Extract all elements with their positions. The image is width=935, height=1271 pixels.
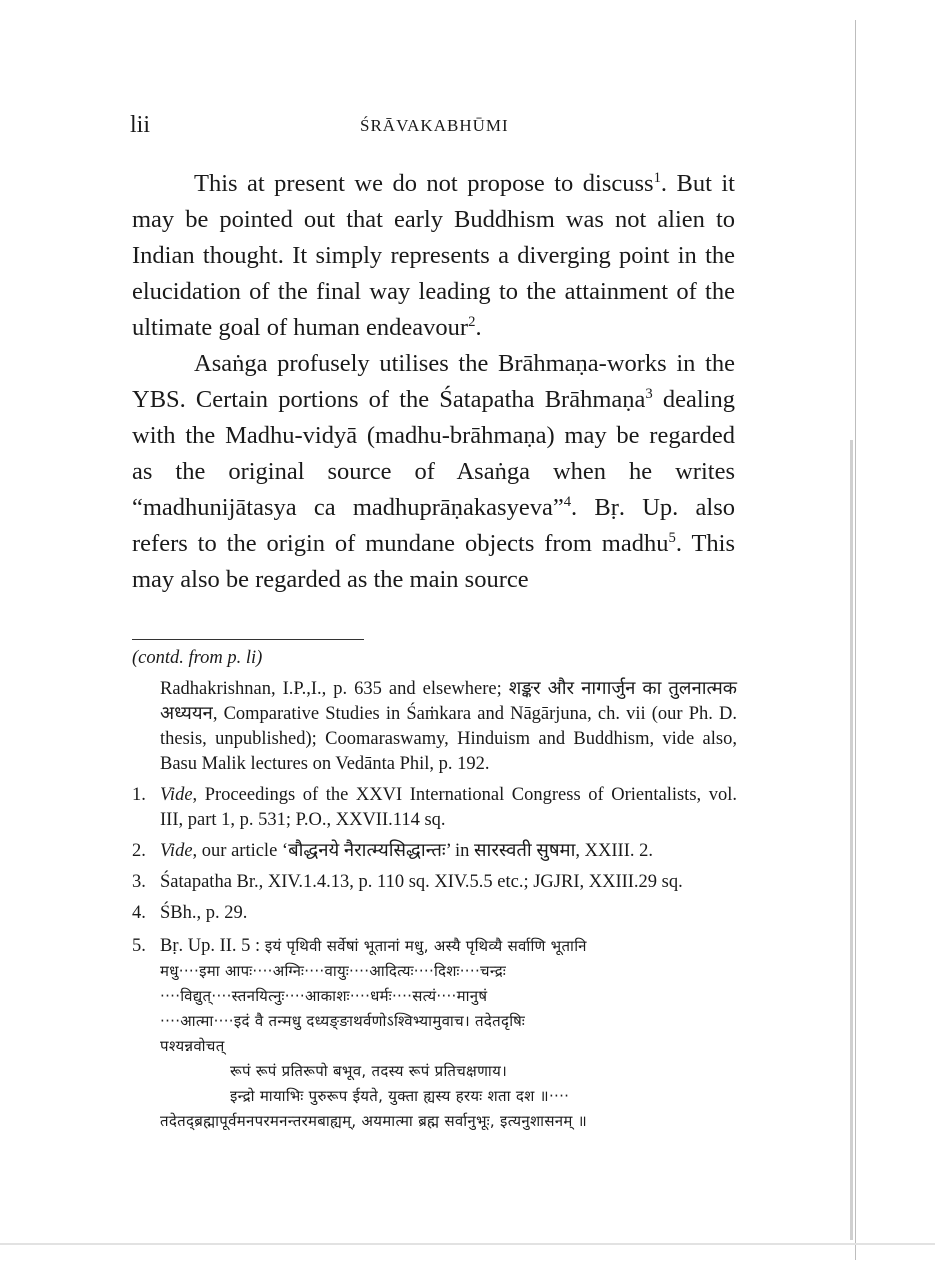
footnote-ref-3[interactable]: 3 xyxy=(645,385,653,402)
footnote-number: 1. xyxy=(132,785,146,805)
margin-scan-shadow xyxy=(850,440,853,1240)
sanskrit-line: मधु····इमा आपः····अग्निः····वायुः····आदित्यः····दिशः····चन्द्रः xyxy=(160,962,507,980)
footnote-continued-text: Radhakrishnan, I.P.,I., p. 635 and elsewhere; शङ्कर और नागार्जुन का तुलनात्मक अध्ययन, Comparative Studies in Śaṁkara and Nāgārjuna, ch. vii (our Ph. D. thesis, unpublished); Coomaraswamy, Hinduism and Buddhism, vide also, Basu Malik lectures on Vedānta Phil, p. 192. xyxy=(160,679,737,774)
footnote-2: 2. Vide, our article ‘बौद्धनये नैरात्म्यसिद्धान्तः’ in सारस्वती सुषमा, XXIII. 2. xyxy=(132,839,737,864)
footnote-number: 3. xyxy=(132,872,146,892)
sanskrit-verse: इन्द्रो मायाभिः पुरुरूप ईयते, युक्ता ह्यस्य हरयः शता दश ॥···· xyxy=(230,1087,570,1105)
footnote-5: 5. Bṛ. Up. II. 5 : इयं पृथिवी सर्वेषां भूतानां मधु, अस्यै पृथिव्यै सर्वाणि भूतानि मधु····इमा आपः····अग्निः····वायुः····आदित्यः····दिशः····चन्द्रः ····विद्युत्····स्तनयित्नुः····आकाशः····धर्मः····सत्यं····मानुषं ····आत्मा····इदं वै तन्मधु दध्यङ्ङाथर्वणोऽश्विभ्यामुवाच। तदेतदृषिः पश्यन्नवोचत् रूपं रूपं प्रतिरूपो बभूव, तदस्य रूपं प्रतिचक्षणाय। इन्द्रो मायाभिः पुरुरूप ईयते, युक्ता ह्यस्य हरयः शता दश ॥···· तदेतद्ब्रह्मापूर्वमनपरमनन्तरमबाह्यम्, अयमात्मा ब्रह्म सर्वानुभूः, इत्यनुशासनम् ॥ xyxy=(132,934,737,1134)
footnote-continued-label: (contd. from p. li) xyxy=(132,648,263,668)
footnote-ref-1[interactable]: 1 xyxy=(653,169,661,186)
footnote-3: 3. Śatapatha Br., XIV.1.4.13, p. 110 sq. XIV.5.5 etc.; JGJRI, XXIII.29 sq. xyxy=(132,870,737,895)
footnote-number: 2. xyxy=(132,841,146,861)
margin-scan-line xyxy=(855,20,856,1260)
paragraph-2: Asaṅga profusely utilises the Brāhmaṇa-works in the YBS. Certain portions of the Śatapatha Brāhmaṇa$^3$ dealing with the Madhu-vidyā (madhu-brāhmaṇa) may be regarded as the original source of Asaṅga when he writes “madhunijātasya ca madhuprāṇakasyeva”$^4$. Bṛ. Up. also refers to the origin of mundane objects from madhu$^5$. This may also be regarded as the main source xyxy=(132,350,735,593)
paragraph-1: This at present we do not propose to discuss$^1$. But it may be pointed out that early Buddhism was not alien to Indian thought. It simply represents a diverging point in the elucidation of the final way leading to the attainment of the ultimate goal of human endeavour$^2$. xyxy=(132,169,735,341)
sanskrit-line: ····विद्युत्····स्तनयित्नुः····आकाशः····धर्मः····सत्यं····मानुषं xyxy=(160,987,488,1005)
sanskrit-line: तदेतद्ब्रह्मापूर्वमनपरमनन्तरमबाह्यम्, अयमात्मा ब्रह्म सर्वानुभूः, इत्यनुशासनम् ॥ xyxy=(160,1112,588,1130)
footnote-number: 5. xyxy=(132,936,146,956)
page-number: lii xyxy=(130,112,151,138)
main-text xyxy=(132,166,735,598)
footnote-ref-4[interactable]: 4 xyxy=(563,493,572,510)
running-header xyxy=(130,112,735,142)
sanskrit-line: इयं पृथिवी सर्वेषां भूतानां मधु, अस्यै पृथिव्यै सर्वाणि भूतानि xyxy=(264,937,587,955)
sanskrit-line: पश्यन्नवोचत् xyxy=(160,1037,225,1055)
running-title: ŚRĀVAKABHŪMI xyxy=(360,116,509,135)
footnote-ref-2[interactable]: 2 xyxy=(468,313,476,330)
footnotes xyxy=(132,646,737,1140)
footnote-4: 4. ŚBh., p. 29. xyxy=(132,901,737,926)
sanskrit-line: ····आत्मा····इदं वै तन्मधु दध्यङ्ङाथर्वणोऽश्विभ्यामुवाच। तदेतदृषिः xyxy=(160,1012,526,1030)
footnote-rule xyxy=(132,639,364,640)
footnote-number: 4. xyxy=(132,903,146,923)
sanskrit-verse: रूपं रूपं प्रतिरूपो बभूव, तदस्य रूपं प्रतिचक्षणाय। xyxy=(230,1062,508,1080)
footnote-1: 1. Vide, Proceedings of the XXVI International Congress of Orientalists, vol. III, part 1, p. 531; P.O., XXVII.114 sq. xyxy=(132,785,737,830)
page-bottom-edge xyxy=(0,1243,935,1245)
footnote-ref-5[interactable]: 5 xyxy=(668,529,676,546)
